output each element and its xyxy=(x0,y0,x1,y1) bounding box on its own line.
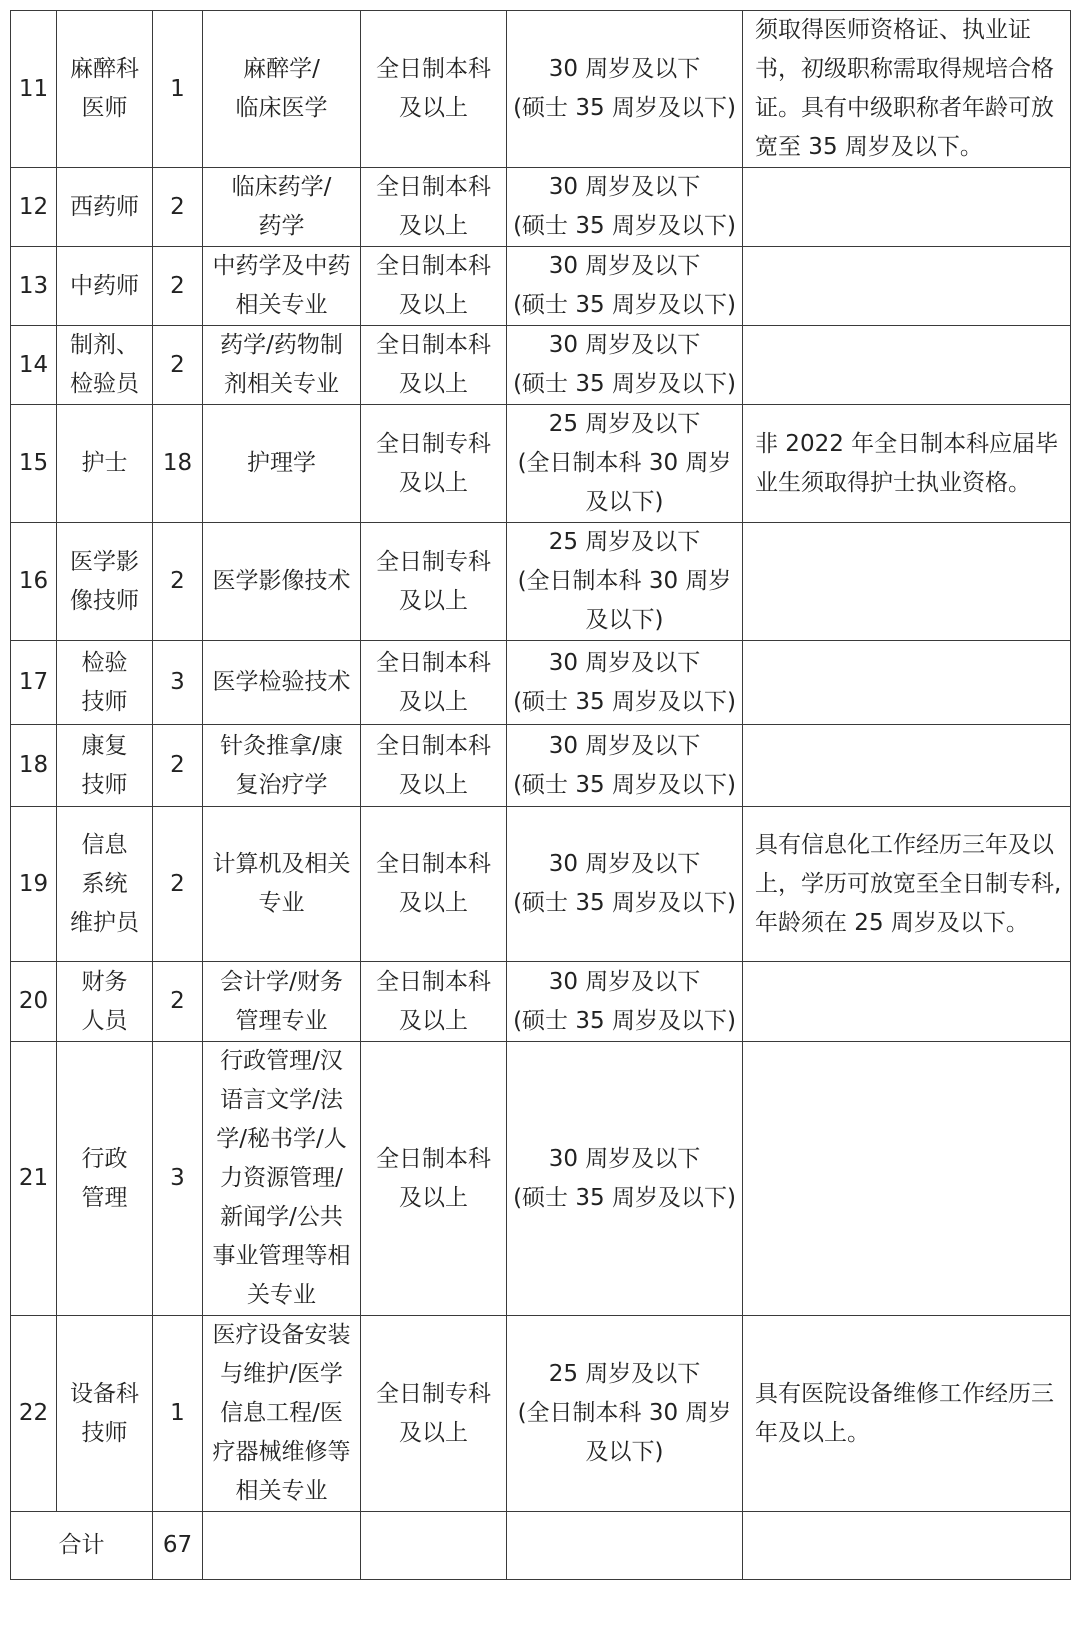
cell-no: 20 xyxy=(11,962,57,1042)
cell-major: 针灸推拿/康 复治疗学 xyxy=(203,725,361,807)
cell-note xyxy=(743,725,1071,807)
cell-no: 22 xyxy=(11,1316,57,1512)
cell-note: 具有信息化工作经历三年及以上，学历可放宽至全日制专科,年龄须在 25 周岁及以下。 xyxy=(743,807,1071,962)
cell-education: 全日制本科 及以上 xyxy=(361,168,507,247)
cell-age: 25 周岁及以下 (全日制本科 30 周岁 及以下) xyxy=(507,1316,743,1512)
empty-cell xyxy=(203,1512,361,1580)
total-count: 67 xyxy=(153,1512,203,1580)
cell-no: 21 xyxy=(11,1042,57,1316)
cell-position: 检验 技师 xyxy=(57,641,153,725)
table-row xyxy=(11,725,1071,807)
cell-position: 康复 技师 xyxy=(57,725,153,807)
cell-note xyxy=(743,168,1071,247)
table-row xyxy=(11,168,1071,247)
cell-no: 16 xyxy=(11,523,57,641)
cell-major: 医学检验技术 xyxy=(203,641,361,725)
empty-cell xyxy=(507,1512,743,1580)
cell-note xyxy=(743,523,1071,641)
total-label: 合计 xyxy=(11,1512,153,1580)
cell-note: 具有医院设备维修工作经历三年及以上。 xyxy=(743,1316,1071,1512)
cell-count: 18 xyxy=(153,405,203,523)
cell-note xyxy=(743,1042,1071,1316)
cell-count: 2 xyxy=(153,326,203,405)
cell-education: 全日制本科 及以上 xyxy=(361,1042,507,1316)
total-row xyxy=(11,1512,1071,1580)
cell-note: 须取得医师资格证、执业证书，初级职称需取得规培合格证。具有中级职称者年龄可放宽至 35 周岁及以下。 xyxy=(743,11,1071,168)
cell-education: 全日制专科 及以上 xyxy=(361,405,507,523)
cell-position: 西药师 xyxy=(57,168,153,247)
cell-position: 护士 xyxy=(57,405,153,523)
empty-cell xyxy=(743,1512,1071,1580)
cell-count: 3 xyxy=(153,641,203,725)
cell-note xyxy=(743,641,1071,725)
cell-count: 1 xyxy=(153,11,203,168)
cell-position: 行政 管理 xyxy=(57,1042,153,1316)
cell-age: 30 周岁及以下 (硕士 35 周岁及以下) xyxy=(507,962,743,1042)
cell-major: 行政管理/汉 语言文学/法 学/秘书学/人 力资源管理/ 新闻学/公共 事业管理等相 关专业 xyxy=(203,1042,361,1316)
cell-major: 麻醉学/ 临床医学 xyxy=(203,11,361,168)
cell-major: 护理学 xyxy=(203,405,361,523)
cell-age: 30 周岁及以下 (硕士 35 周岁及以下) xyxy=(507,1042,743,1316)
cell-count: 2 xyxy=(153,523,203,641)
cell-position: 医学影 像技师 xyxy=(57,523,153,641)
cell-count: 2 xyxy=(153,807,203,962)
cell-major: 医学影像技术 xyxy=(203,523,361,641)
table-row xyxy=(11,247,1071,326)
cell-note xyxy=(743,247,1071,326)
cell-major: 计算机及相关 专业 xyxy=(203,807,361,962)
cell-note xyxy=(743,326,1071,405)
table-row xyxy=(11,641,1071,725)
cell-position: 财务 人员 xyxy=(57,962,153,1042)
cell-no: 11 xyxy=(11,11,57,168)
cell-note: 非 2022 年全日制本科应届毕业生须取得护士执业资格。 xyxy=(743,405,1071,523)
cell-age: 30 周岁及以下 (硕士 35 周岁及以下) xyxy=(507,725,743,807)
cell-age: 30 周岁及以下 (硕士 35 周岁及以下) xyxy=(507,641,743,725)
cell-major: 药学/药物制 剂相关专业 xyxy=(203,326,361,405)
cell-major: 中药学及中药 相关专业 xyxy=(203,247,361,326)
cell-education: 全日制本科 及以上 xyxy=(361,326,507,405)
cell-no: 15 xyxy=(11,405,57,523)
cell-count: 3 xyxy=(153,1042,203,1316)
cell-position: 设备科 技师 xyxy=(57,1316,153,1512)
cell-education: 全日制本科 及以上 xyxy=(361,725,507,807)
cell-education: 全日制本科 及以上 xyxy=(361,11,507,168)
cell-no: 18 xyxy=(11,725,57,807)
cell-no: 19 xyxy=(11,807,57,962)
cell-education: 全日制本科 及以上 xyxy=(361,962,507,1042)
table-row xyxy=(11,11,1071,168)
cell-major: 医疗设备安装 与维护/医学 信息工程/医 疗器械维修等 相关专业 xyxy=(203,1316,361,1512)
cell-age: 30 周岁及以下 (硕士 35 周岁及以下) xyxy=(507,11,743,168)
cell-position: 麻醉科 医师 xyxy=(57,11,153,168)
cell-note xyxy=(743,962,1071,1042)
cell-major: 临床药学/ 药学 xyxy=(203,168,361,247)
cell-education: 全日制专科 及以上 xyxy=(361,523,507,641)
cell-education: 全日制本科 及以上 xyxy=(361,641,507,725)
table-row xyxy=(11,523,1071,641)
cell-position: 信息 系统 维护员 xyxy=(57,807,153,962)
recruitment-table-container xyxy=(10,10,1070,1580)
table-row xyxy=(11,807,1071,962)
cell-education: 全日制本科 及以上 xyxy=(361,247,507,326)
cell-position: 中药师 xyxy=(57,247,153,326)
table-body xyxy=(11,11,1071,1580)
cell-age: 25 周岁及以下 (全日制本科 30 周岁 及以下) xyxy=(507,405,743,523)
cell-major: 会计学/财务 管理专业 xyxy=(203,962,361,1042)
cell-count: 2 xyxy=(153,962,203,1042)
cell-age: 30 周岁及以下 (硕士 35 周岁及以下) xyxy=(507,247,743,326)
cell-education: 全日制专科 及以上 xyxy=(361,1316,507,1512)
table-row xyxy=(11,1316,1071,1512)
cell-age: 30 周岁及以下 (硕士 35 周岁及以下) xyxy=(507,807,743,962)
recruitment-table xyxy=(10,10,1071,1580)
cell-position: 制剂、 检验员 xyxy=(57,326,153,405)
cell-age: 30 周岁及以下 (硕士 35 周岁及以下) xyxy=(507,168,743,247)
table-row xyxy=(11,962,1071,1042)
cell-age: 25 周岁及以下 (全日制本科 30 周岁 及以下) xyxy=(507,523,743,641)
cell-count: 1 xyxy=(153,1316,203,1512)
cell-count: 2 xyxy=(153,725,203,807)
cell-count: 2 xyxy=(153,247,203,326)
cell-no: 13 xyxy=(11,247,57,326)
table-row xyxy=(11,405,1071,523)
cell-no: 14 xyxy=(11,326,57,405)
cell-no: 12 xyxy=(11,168,57,247)
table-row xyxy=(11,1042,1071,1316)
cell-count: 2 xyxy=(153,168,203,247)
table-row xyxy=(11,326,1071,405)
cell-no: 17 xyxy=(11,641,57,725)
cell-education: 全日制本科 及以上 xyxy=(361,807,507,962)
empty-cell xyxy=(361,1512,507,1580)
cell-age: 30 周岁及以下 (硕士 35 周岁及以下) xyxy=(507,326,743,405)
